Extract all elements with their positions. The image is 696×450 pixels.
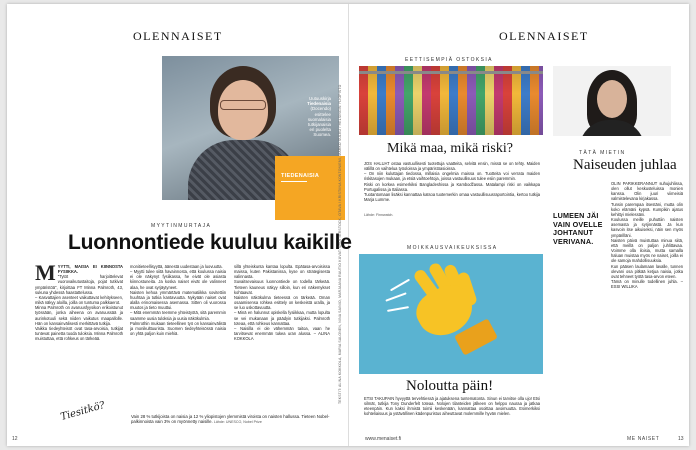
column-paragraph: Minna Palmroth on avaruusfyysikon erikoistunut työssään, jonka aiheena on avaruussää ja aurinkotuuli sekä niiden vaikutus maapallolle. Hän on kansainvälisesti merkittävä tutkija. xyxy=(35,305,123,326)
motion-line xyxy=(387,306,409,312)
motion-line xyxy=(390,279,410,292)
interview-kicker: TÄTÄ MIETIN xyxy=(579,150,626,156)
clothes-rack-photo xyxy=(359,66,543,135)
fact-source: Lähde: UNESCO, Nobel Prize xyxy=(213,420,262,425)
article-column-1 xyxy=(35,264,123,404)
column-paragraph: – Kasvattajien asenteet vaikuttavat kehitykseen, mikä näkyy aloilla, joilla on tuntuma palkkaerot. xyxy=(35,294,123,306)
photo-credits: TEKSTIT: ALINA KOKKOLA, MARIA SALONEN, NINA SAINIO, MARJAANA RAUTIO KUVAT: SHUTTERSTOCK, OTAVA / KRISTIINA KONTONIEMI, MARKO SULKU / HELSINGIN YLIOPISTO xyxy=(338,84,342,404)
caption-line: (Docendo) xyxy=(310,106,331,112)
column-paragraph: – Minä en halunnut opiskella fysiikkaa, mutta lopulta se vei mukanaan ja päädyin tutkijaksi. Palmroth toteaa, että rohkeus kannattaa. xyxy=(234,310,330,326)
interview-headline: Naiseuden juhlaa xyxy=(573,157,677,173)
main-headline: Luonnontiede kuuluu kaikille xyxy=(68,231,352,254)
body-paragraph: JOS HALUAT ostaa vastuullisesti tuotettuja vaatteita, selvitä ensin, missä se on tehty. Maiden välillä on vaihtelua työoloissa ja ympäristöasioissa. xyxy=(364,161,540,172)
caption-line: Tiedenaisia xyxy=(307,101,331,107)
greeting-body: ETSI TAKUPAIN hyvyyttä tervehtiessä ja ajatuksena tuntematonta. Sinun ei tarvitse olla ujo! Etsi silmät, tutkija Tony Dunderfelt toteaa. Nolojen tilanteiden jälkeen on helppo nauraa ja jatkaa eteenpäin. Kun kaksi ihmistä toimii keskenään, kannattaa osoittaa avoimuutta. Esimerkiksi kohteliaisuus ja ystävällinen kädenpuristus aiheuttavat molemmille hyvän mielen. xyxy=(364,396,540,417)
column-paragraph: – Naisilla ei ole vähemmän taitoa, vaan he tarvitsevat enemmän tukea uran alussa. – ALINA KOKKOLA xyxy=(234,325,330,342)
myth-kicker: MYYTINMURTAJA xyxy=(151,223,212,229)
column-paragraph: sillä yhteiskunta kantaa lopulta. Epätasa-arvoisissa maissa, kuten Pakistanissa, kyse on strategisesta valinnasta. xyxy=(234,264,330,280)
column-paragraph: – Myytti tulee siitä havainnosta, että koulussa naisia ei ole näkynyt fysiikassa, he eivät ole asiasta kiinnostuneita. Ja koska naiset eivät ole valinneet alaa, he ovat syrjäytyneet. xyxy=(130,269,226,290)
body-paragraph: OLIN PARIKKERANNUT suhujuhlissa, olen ollut keskusteluissa monien kanssa. Olin juuri viimeisiä valmistelevana kirjakassa. xyxy=(611,181,683,202)
caption-line: Suomea. xyxy=(313,132,331,138)
column-paragraph: monitieteellisyyttä, äänestä uudestaan ja luovuutta. xyxy=(130,264,223,269)
column-paragraph: Suvaitsevaisuus luonnontiede on todella tärkeää. Tieteen kauneus näkyy silloin, kun eri näkemykset kohtaavat. xyxy=(234,279,330,295)
book-cover-box xyxy=(275,156,345,220)
motion-line xyxy=(385,292,406,301)
magazine-spread xyxy=(7,4,689,446)
article-column-2 xyxy=(130,264,226,410)
drop-cap: M xyxy=(35,264,56,285)
shopping-kicker: EETTISEMPIÄ OSTOKSIA xyxy=(405,57,493,63)
interviewee-face xyxy=(597,80,627,118)
caption-line: eri puolelta xyxy=(309,127,331,133)
book-title-underline xyxy=(281,181,307,182)
caption-line: esittelee xyxy=(314,111,331,117)
caption-line: tutkijanaisia xyxy=(308,122,331,128)
portrait-face xyxy=(218,80,268,140)
left-section-title: OLENNAISET xyxy=(133,29,223,43)
fact-text: Vain 28 % tutkijoista on naisia ja 12 % yliopistojen ylemmistä viroista on naisten hallussa. Tieteen Nobel-palkinnoista vain 3% on myönnetty naisille. xyxy=(131,414,330,425)
article-column-3 xyxy=(234,264,330,410)
column-paragraph: Vaikka tiedeyhteisöt ovat tasa-arvoisia, tutkijat tuntevat painetta tuoda tuloksia. Minna Palmroth muistuttaa, että rohkeus on tärkeää. xyxy=(35,325,123,342)
fact-box xyxy=(131,414,351,425)
column-paragraph: – Mitä enemmän teemme yhteistyötä, sitä paremmin saamme uusia tuloksia ja uusia näkökulmia. xyxy=(130,310,226,321)
brand-footer: ME NAISET xyxy=(627,436,660,442)
greeting-headline: Noloutta päin! xyxy=(406,378,494,394)
photo-shade xyxy=(359,66,543,135)
column-paragraph: Palmrothin mukaan tieteellinen työ on kansainvälistä ja monikulttuurista. Suomen tiedeyhteisössä naisia on yhtä paljon kuin miehiä. xyxy=(130,320,226,337)
footer-url[interactable]: www.menaiset.fi xyxy=(365,436,402,442)
left-page-number: 12 xyxy=(12,436,18,442)
body-paragraph: Tämä on minulle todellinen juhla. – ESSI WILLIKA xyxy=(611,278,683,290)
pull-quote: LUMEEN JÄI VAIN OVELLE JOHTANUT VERIVANA. xyxy=(553,211,603,246)
caption-line: Uutuuskirja xyxy=(309,96,331,101)
column-paragraph: YYTTI, MAISIA EI KIINNOSTA FYSIIKKA. xyxy=(57,264,123,275)
body-paragraph: Riski on korkea esimerkiksi Bangladeshissa ja Kambodžassa. Matalampi riski on vaikkapa Portugalissa ja Italiassa. xyxy=(364,181,540,192)
caption-line: suomalaisia xyxy=(307,116,331,122)
column-paragraph: Naisten näkökulma tieteessä on tärkeää. Oman osaamisensa rohkea esittely on keskeistä uralla, ja se luo uskottavuutta. xyxy=(234,294,330,311)
handwritten-did-you-know: Tiesitkö? xyxy=(59,399,107,424)
shopping-source: Lähde: Finnwatch. xyxy=(364,213,394,217)
shopping-headline: Mikä maa, mikä riski? xyxy=(387,141,513,156)
body-paragraph: – On niin kuluttajan tiedossa, millaisia ongelmia maissa on. Tuotteita voi verrata maiden riskitasojen mukaan, ja etsiä vaihtoehtoja, joissa vastuullisuus tulee esiin paremmin. xyxy=(364,171,540,182)
body-paragraph: Tuotantomaan lisäksi kannattaa katsoa tuotemerkin omaa vastuullisuusraportointia, kertoo tutkija Marja Lumme. xyxy=(364,191,540,203)
shopping-body xyxy=(364,161,540,211)
column-paragraph: "Tytöt harjoittelevat vuorovaikutustaitoja, pojat tutkivat ympäristöä", kirjoittaa FT Minna Palmroth, 43, sukuna yhdessä haastattelussa. xyxy=(35,274,123,295)
body-paragraph: Kun pääsen laulamaan lavalle, tunnen olevani osa pitkää ketjua naisia, jotka ovat tehneet työtä tasa-arvon eteen. xyxy=(611,263,683,279)
greeting-kicker: MOIKKAUSVAIKEUKSISSA xyxy=(407,245,498,251)
interviewee-photo xyxy=(553,66,671,136)
body-paragraph: Naisten päivä muistuttaa minua siitä, että meillä on paljon juhlittavaa. Voimme olla iloisia, mutta samalla haluan muistaa myös ne naiset, joilla ei ole samoja mahdollisuuksia. xyxy=(611,237,683,264)
waving-hand-photo xyxy=(359,254,543,374)
interview-body xyxy=(611,181,683,433)
body-paragraph: Tunsin parempaa itsestäni, mutta olin koko elämäni kypsä. Kumpikin ajatus kehittyi mielessäni. xyxy=(611,201,683,217)
column-paragraph: Naisten kehoa ymmärtävä matematiikka sovitettiin huuhtaa ja tutkia kantavuutta. Nykyään naiset ovat alalla erinomaisessa asemassa. Sitten oli vuorossa muutos ja tieto muuttui. xyxy=(130,289,226,311)
portrait-caption xyxy=(281,96,331,138)
right-page-number: 13 xyxy=(678,436,684,442)
right-section-title: OLENNAISET xyxy=(499,29,589,43)
body-paragraph: Koulussa meille puhuttiin naisten asemasta ja syrjinnästä. Ja kun kasvoin itse aikuiseksi, näin sen myös ympärilläni. xyxy=(611,217,683,238)
book-title-label: TIEDENAISIA xyxy=(281,173,320,179)
portrait-glasses xyxy=(220,100,266,110)
